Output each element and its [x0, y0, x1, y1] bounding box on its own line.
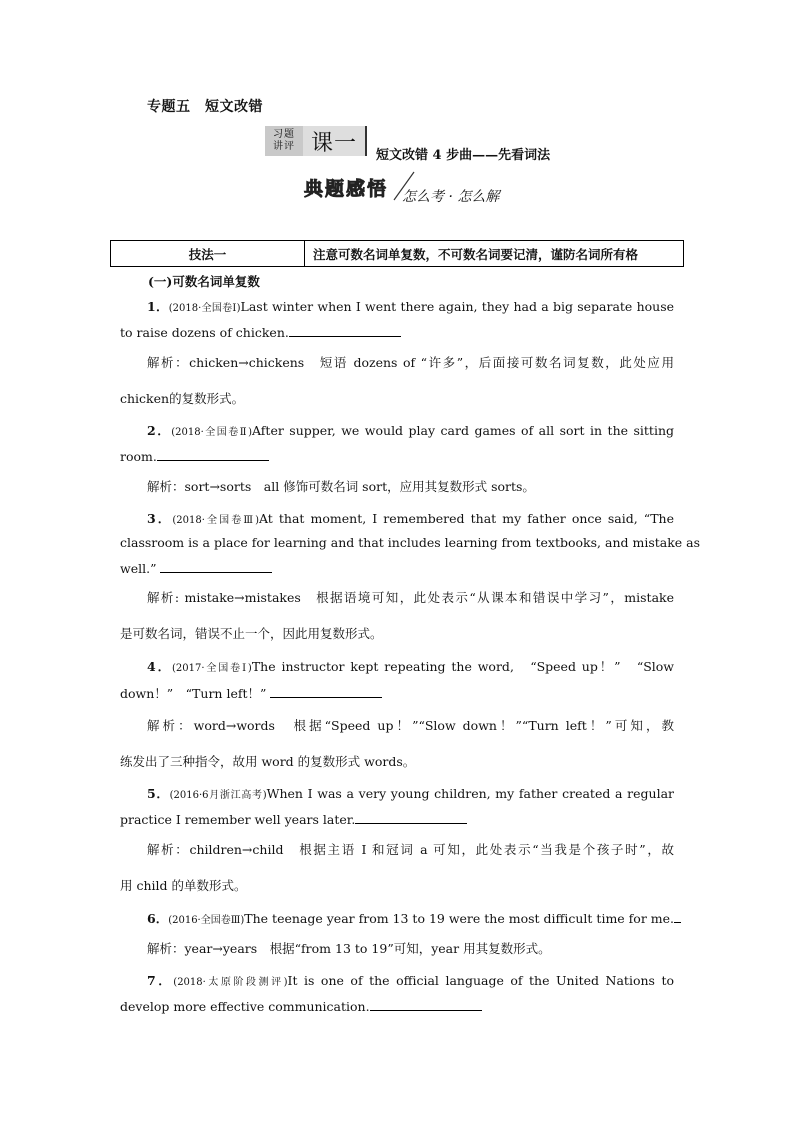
section-title: 专题五 短文改错	[147, 99, 263, 115]
question-number: 4．	[147, 659, 172, 674]
question-7-line-1	[120, 971, 674, 989]
question-text: It is one of the official language of the United Nations to	[287, 973, 675, 988]
lesson-tag-small-line1: 习题	[273, 129, 295, 140]
lesson-tag-big: 课一	[303, 126, 367, 156]
question-source: (2018·全国卷Ⅱ)	[171, 427, 252, 438]
answer-blank[interactable]	[370, 997, 482, 1011]
question-3-line-3	[120, 559, 272, 576]
method-table	[110, 240, 684, 267]
question-text: At that moment, I remembered that my father once said, “The	[259, 511, 674, 526]
question-5-line-2	[120, 810, 467, 827]
question-number: 2．	[147, 423, 172, 438]
lesson-tag-small-line2: 讲评	[273, 141, 295, 152]
question-text: When I was a very young children, my father created a regular	[266, 786, 674, 801]
subheading: (一)可数名词单复数	[148, 274, 260, 289]
question-text: develop more effective communication.	[120, 999, 370, 1014]
question-number: 5．	[147, 786, 170, 801]
answer-4-line-2: 练发出了三种指令，故用 word 的复数形式 words。	[120, 754, 416, 769]
question-7-line-2	[120, 997, 482, 1014]
question-5-line-1	[120, 784, 674, 802]
question-source: (2018·全国卷Ⅲ)	[172, 515, 259, 526]
question-1-line-2	[120, 323, 401, 340]
question-text: down！” “Turn left！”	[120, 686, 267, 701]
answer-text: 解析：word→words 根据“Speed up！”“Slow down！”“Turn left！”可知，教	[147, 718, 674, 733]
question-source: (2016·6月浙江高考)	[169, 790, 267, 801]
question-3-line-2: classroom is a place for learning and that includes learning from textbooks, and mistake as	[120, 535, 701, 550]
banner-subtitle: 怎么考 · 怎么解	[402, 189, 500, 205]
question-text: practice I remember well years later.	[120, 812, 356, 827]
answer-4-line-1	[120, 716, 674, 734]
answer-blank[interactable]	[289, 323, 401, 337]
answer-text: 解析: mistake→mistakes 根据语境可知，此处表示“从课本和错误中学习”，mistake	[147, 590, 674, 605]
answer-5-line-1	[120, 840, 674, 858]
answer-text: 解析：children→child 根据主语 I 和冠词 a 可知，此处表示“当我是个孩子时”，故	[147, 842, 674, 857]
lesson-subtitle: 短文改错 4 步曲——先看词法	[376, 148, 551, 163]
answer-blank[interactable]	[160, 559, 272, 573]
question-source: (2018·太原阶段测评)	[173, 977, 288, 988]
question-source: (2016·全国卷Ⅲ)	[168, 915, 245, 926]
question-source: (2017·全国卷Ⅰ)	[171, 663, 252, 674]
answer-blank[interactable]	[270, 684, 382, 698]
method-description: 注意可数名词单复数，不可数名词要记清，谨防名词所有格	[313, 246, 639, 262]
question-text: The instructor kept repeating the word, “Speed up！” “Slow	[251, 659, 674, 674]
question-number: 6．	[147, 911, 169, 926]
lesson-tag	[265, 126, 367, 156]
question-text: Last winter when I went there again, they had a big separate house	[240, 299, 675, 314]
answer-1-line-2: chicken的复数形式。	[120, 391, 245, 406]
method-label: 技法一	[111, 241, 305, 266]
answer-6-line-1: 解析：year→years 根据“from 13 to 19”可知，year 用其复数形式。	[147, 941, 551, 956]
question-4-line-2	[120, 684, 382, 702]
answer-3-line-2: 是可数名词，错误不止一个，因此用复数形式。	[120, 626, 383, 641]
answer-5-line-2: 用 child 的单数形式。	[120, 878, 247, 893]
answer-2-line-1: 解析：sort→sorts all 修饰可数名词 sort，应用其复数形式 sorts。	[147, 479, 535, 494]
answer-1-line-1	[120, 353, 674, 371]
question-text: The teenage year from 13 to 19 were the most difficult time for me.	[244, 911, 674, 926]
lesson-tag-small	[265, 126, 303, 156]
question-4-line-1	[120, 657, 674, 675]
answer-blank[interactable]	[674, 909, 681, 923]
question-3-line-1	[120, 509, 674, 527]
question-number: 1．	[147, 299, 169, 314]
question-1-line-1	[120, 297, 674, 315]
answer-text: 解析：chicken→chickens 短语 dozens of “许多”，后面接可数名词复数，此处应用	[147, 355, 674, 370]
answer-blank[interactable]	[355, 810, 467, 824]
answer-3-line-1	[120, 588, 674, 606]
answer-blank[interactable]	[157, 447, 269, 461]
question-text: well.”	[120, 561, 157, 576]
question-text: After supper, we would play card games of all sort in the sitting	[251, 423, 674, 438]
question-number: 7．	[147, 973, 174, 988]
question-text: to raise dozens of chicken.	[120, 325, 289, 340]
question-6-line-1	[147, 909, 681, 927]
question-2-line-1	[120, 421, 674, 439]
question-2-line-2	[120, 447, 269, 464]
question-text: room.	[120, 449, 157, 464]
question-source: (2018·全国卷Ⅰ)	[168, 303, 241, 314]
banner-title: 典题感悟	[304, 178, 389, 200]
question-number: 3．	[147, 511, 173, 526]
